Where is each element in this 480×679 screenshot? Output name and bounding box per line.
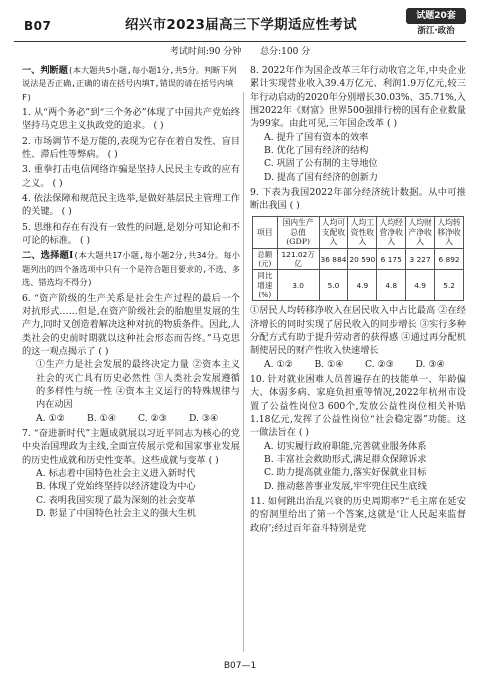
left-column [22, 64, 240, 520]
question-8 [250, 64, 466, 184]
question-9-stem: 9. 下表为我国2022年部分经济统计数据。从中可推断出我国 ( ) [250, 187, 466, 212]
option-b: B. ①④ [87, 412, 117, 424]
table-header-cell: 人均转移净收入 [435, 216, 464, 248]
table-row-label: 同比增速(%) [253, 270, 278, 301]
option-a: A. 提升了国有资本的效率 [264, 131, 369, 143]
question-4: 4. 依法保障和规范民主选举,是做好基层民主管理工作的关键。 ( ) [22, 193, 240, 218]
table-cell: 121.02万亿 [277, 248, 319, 270]
statistics-table [252, 216, 464, 301]
exam-title: 绍兴市2023届高三下学期适应性考试 [125, 17, 357, 33]
paper-code: B07 [24, 19, 52, 33]
exam-header [14, 6, 468, 40]
table-header-cell: 国内生产总值(GDP) [277, 216, 319, 248]
option-b: B. 丰富社会救助形式,满足群众保障诉求 [264, 454, 427, 466]
section-2-note: (本大题共17小题,每小题2分,共34分。每小题列出的四个备选项中只有一个是符合题目要求的,不选、多选、错选均不得分) [22, 250, 240, 288]
table-header-cell: 项目 [253, 216, 278, 248]
section-1-note: (本大题共5小题,每小题1分,共5分。判断下列说法是否正确,正确的请在括号内填T,错误的请在括号内填F) [22, 65, 237, 102]
exam-score: 总分:100 分 [260, 47, 311, 57]
question-9-statements: ①居民人均转移净收入在居民收入中占比最高 ②在经济增长的同时实现了居民收入的同步增长 ③实行多种分配方式有助于提升劳动者的获得感 ④通过再分配机制使居民的财产性收入快速增长 [250, 305, 466, 357]
table-cell: 6 892 [435, 248, 464, 270]
question-1: 1. 从“两个务必”到“三个务必”体现了中国共产党始终坚持马克思主义执政党的追求。 ( ) [22, 107, 240, 132]
option-c: C. ②③ [365, 358, 395, 370]
option-d: D. 提高了国有经济的创新力 [264, 171, 378, 183]
right-column [250, 64, 466, 535]
option-a: A. ①② [36, 412, 65, 424]
table-cell: 3 227 [406, 248, 435, 270]
option-a: A. 切实履行政府职能,完善就业服务体系 [264, 440, 427, 452]
exam-meta [0, 46, 480, 59]
question-3: 3. 重拳打击电信网络诈骗是坚持人民民主专政的应有之义。 ( ) [22, 164, 240, 189]
option-c: C. 助力提高就业能力,落实好保就业目标 [264, 467, 427, 479]
option-d: D. ③④ [189, 412, 219, 424]
section-2-title: 二、选择题Ⅰ [22, 250, 74, 262]
option-c: C. ②③ [138, 412, 168, 424]
series-badge [402, 8, 466, 38]
question-11-stem: 11. 如何跳出治乱兴衰的历史周期率?“毛主席在延安的窑洞里给出了第一个答案,这就是‘让人民起来监督政府’;经过百年奋斗特别是党 [250, 496, 466, 534]
table-row [253, 248, 464, 270]
question-6 [22, 292, 240, 425]
question-9-options [250, 358, 466, 371]
series-badge-top: 试题20套 [406, 8, 466, 24]
option-a: A. ①② [264, 358, 293, 370]
column-divider [243, 92, 244, 652]
table-cell: 5.2 [435, 270, 464, 301]
question-6-statements: ①生产力是社会发展的最终决定力量 ②资本主义社会的灭亡具有历史必然性 ③人类社会发展遵循的多样性与统一性 ④资本主义运行的特殊规律与内在动因 [36, 359, 240, 411]
table-cell: 20 590 [348, 248, 377, 270]
option-b: B. 优化了国有经济的结构 [264, 145, 369, 157]
exam-time: 考试时间:90 分钟 [169, 47, 242, 57]
question-10-stem: 10. 针对就业困难人员普遍存在的技能单一、年龄偏大、体弱多病、家庭负担重等情况,2022年杭州市设置了公益性岗位3 600个,发放公益性岗位相关补贴1.18亿元,发挥了公益性岗位“社会稳定器”功能。这一做法旨在 ( ) [250, 373, 466, 439]
option-b: B. ①④ [314, 358, 344, 370]
question-6-options [22, 412, 240, 425]
table-header-cell: 人均工资性收入 [348, 216, 377, 248]
question-11 [250, 495, 466, 535]
table-header-cell: 人均经营净收入 [377, 216, 406, 248]
header-rule [14, 41, 466, 43]
table-header-row [253, 216, 464, 248]
question-2: 2. 市场调节不是万能的,表现为它存在着自发性、盲目性、滞后性等弊病。 ( ) [22, 135, 240, 161]
question-7 [22, 427, 240, 520]
option-d: D. ③④ [415, 358, 445, 370]
table-row-label: 总额(元) [253, 248, 278, 270]
option-a: A. 标志着中国特色社会主义进入新时代 [36, 467, 196, 479]
table-cell: 6 175 [377, 248, 406, 270]
option-b: B. 体现了党始终坚持以经济建设为中心 [36, 481, 196, 493]
table-cell: 4.9 [348, 270, 377, 301]
table-cell: 3.0 [277, 270, 319, 301]
question-7-stem: 7. “奋进新时代”主题成就展以习近平同志为核心的党中央治国理政为主线,全面宣传展示党和国家事业发展的历史性成就和历史性变革。这些成就与变革 ( ) [22, 427, 240, 466]
question-6-stem: 6. “资产阶级的生产关系是社会生产过程的最后一个对抗形式……但是,在资产阶级社会的胎胞里发展的生产力,同时又创造着解决这种对抗的物质条件。因此,人类社会的史前时期就以这种社会形态而告终。”马克思的这一观点揭示了 ( ) [22, 292, 240, 357]
table-header-cell: 人均可支配收入 [319, 216, 348, 248]
option-c: C. 巩固了公有制的主导地位 [264, 158, 378, 170]
question-5: 5. 思维和存在有没有一致性的问题,是划分可知论和不可论的标准。 ( ) [22, 221, 240, 247]
option-d: D. 推动慈善事业发展,牢牢兜住民生底线 [264, 480, 427, 492]
section-1-header [22, 64, 240, 104]
table-cell: 4.8 [377, 270, 406, 301]
series-badge-bottom: 浙江·政治 [417, 26, 455, 36]
question-9 [250, 186, 466, 371]
table-cell: 4.9 [406, 270, 435, 301]
option-d: D. 彰显了中国特色社会主义的强大生机 [36, 508, 196, 519]
page-footer: B07—1 [223, 661, 257, 671]
table-cell: 36 884 [319, 248, 348, 270]
table-header-cell: 人均财产净收入 [406, 216, 435, 248]
option-c: C. 表明我国实现了最为深刻的社会变革 [36, 494, 196, 506]
table-cell: 5.0 [319, 270, 348, 301]
question-10 [250, 373, 466, 493]
section-1-title: 一、判断题 [22, 65, 68, 76]
question-8-stem: 8. 2022年作为国企改革三年行动收官之年,中央企业累计实现营业收入39.4万亿元、利润1.9万亿元,较三年行动启动的2020年分别增长30.03%、35.71%,入围2022年《财富》世界500强排行榜的国有企业数量为99家。由此可见,三年国企改革 ( ) [250, 65, 466, 130]
table-row [253, 270, 464, 301]
section-2-header [22, 249, 240, 289]
